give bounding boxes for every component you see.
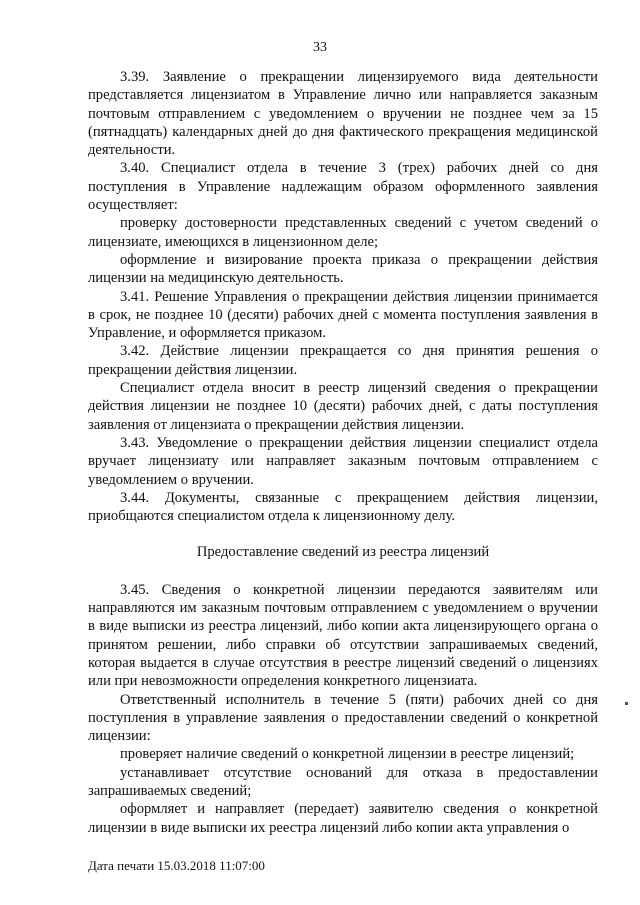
paragraph-no-refusal-grounds: устанавливает отсутствие оснований для отказа в предоставлении запрашиваемых сведений;	[88, 764, 598, 799]
paragraph-3-44: 3.44. Документы, связанные с прекращением действия лицензии, приобщаются специалистом отдела к лицензионному делу.	[88, 489, 598, 525]
paragraph-registry-entry: Специалист отдела вносит в реестр лицензий сведения о прекращении действия лицензии не позднее 10 (десяти) рабочих дней, с даты поступления заявления от лицензиата о прекращении действия лицензии.	[88, 380, 598, 433]
print-date: Дата печати 15.03.2018 11:07:00	[88, 858, 265, 873]
paragraph-checks-registry: проверяет наличие сведений о конкретной лицензии в реестре лицензий;	[120, 746, 575, 763]
document-body	[88, 68, 598, 837]
paragraph-3-42: 3.42. Действие лицензии прекращается со дня принятия решения о прекращении действия лицензии.	[88, 343, 598, 378]
paragraph-verification: проверку достоверности представленных сведений с учетом сведений о лицензиате, имеющихся в лицензионном деле;	[88, 215, 598, 250]
paragraph-issues-extract: оформляет и направляет (передает) заявителю сведения о конкретной лицензии в виде выписки их реестра лицензий либо копии акта управления о	[88, 801, 598, 836]
paragraph-3-40: 3.40. Специалист отдела в течение 3 (трех) рабочих дней со дня поступления в Управление надлежащим образом оформленного заявления осуществляет:	[88, 160, 598, 214]
page-number: 33	[313, 40, 327, 55]
paragraph-draft-order: оформление и визирование проекта приказа о прекращении действия лицензии на медицинскую деятельность.	[88, 251, 598, 287]
paragraph-3-41: 3.41. Решение Управления о прекращении действия лицензии принимается в срок, не позднее 10 (десяти) рабочих дней с момента поступления заявления в Управление, и оформляется приказом.	[88, 288, 598, 342]
paragraph-3-39: 3.39. Заявление о прекращении лицензируемого вида деятельности представляется лицензиатом в Управление лично или направляется заказным почтовым отправлением с уведомлением о вручении не позднее чем за 15 (пятнадцать) календарных дней до дня фактического прекращения медицинской деятельности.	[88, 69, 598, 159]
section-heading: Предоставление сведений из реестра лицензий	[196, 544, 490, 561]
scan-speck	[625, 702, 628, 705]
paragraph-3-43: 3.43. Уведомление о прекращении действия лицензии специалист отдела вручает лицензиату или направляет заказным почтовым отправлением с уведомлением о вручении.	[88, 434, 598, 488]
paragraph-responsible-executor: Ответственный исполнитель в течение 5 (пяти) рабочих дней со дня поступления в управление заявления о предоставлении сведений о конкретной лицензии:	[88, 691, 598, 745]
paragraph-3-45: 3.45. Сведения о конкретной лицензии передаются заявителям или направляются им заказным почтовым отправлением с уведомлением о вручении в виде выписки из реестра лицензий, либо копии акта лицензирующего органа о принятом решении, либо справки об отсутствии запрашиваемых сведений, которая выдается в случае отсутствия в реестре лицензий сведений о лицензиях или при невозможности определения конкретного лицензиата.	[88, 581, 598, 690]
